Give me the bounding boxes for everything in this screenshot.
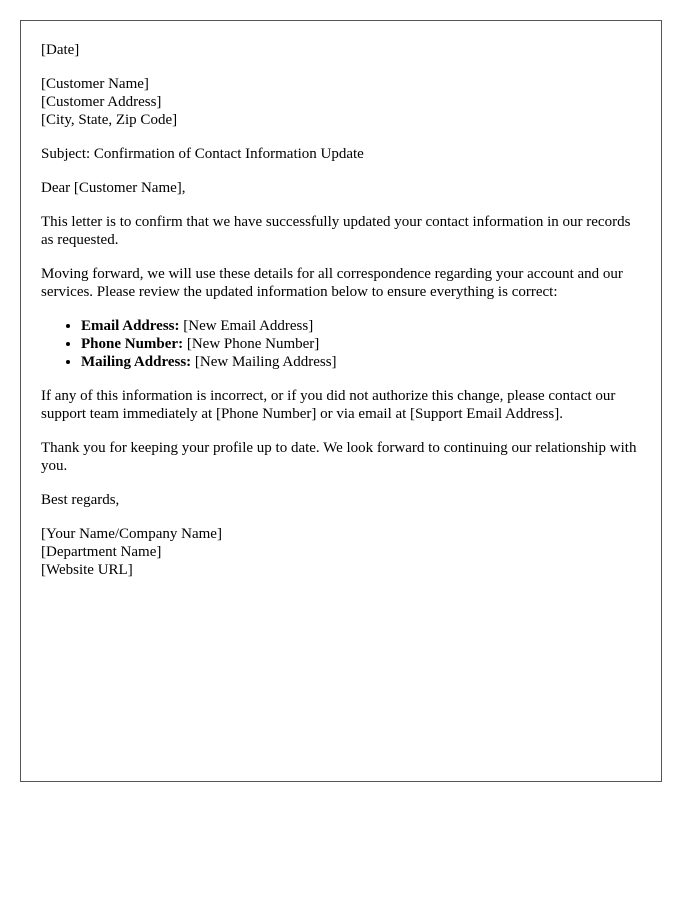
- signature-block: [41, 525, 641, 579]
- letter-paragraph-1: This letter is to confirm that we have successfully updated your contact information in our records as requested.: [41, 214, 631, 248]
- recipient-address: [Customer Address]: [41, 94, 162, 110]
- signature-name: [Your Name/Company Name]: [41, 526, 222, 542]
- recipient-name: [Customer Name]: [41, 76, 149, 92]
- letter-paragraph-3: If any of this information is incorrect, or if you did not authorize this change, please contact our support team immediately at [Phone Number] or via email at [Support Email Address].: [41, 388, 616, 422]
- detail-phone: [81, 335, 641, 353]
- signature-website: [Website URL]: [41, 562, 133, 578]
- detail-mailing: [81, 353, 641, 371]
- detail-mailing-label: Mailing Address:: [81, 354, 192, 370]
- detail-phone-label: Phone Number:: [81, 336, 184, 352]
- letter-salutation: Dear [Customer Name],: [41, 180, 186, 196]
- letter-closing: Best regards,: [41, 492, 120, 508]
- updated-details-list: [41, 317, 641, 371]
- detail-phone-value: [New Phone Number]: [183, 336, 320, 352]
- signature-department: [Department Name]: [41, 544, 162, 560]
- letter-paragraph-4: Thank you for keeping your profile up to date. We look forward to continuing our relationship with you.: [41, 440, 637, 474]
- letter-paragraph-2: Moving forward, we will use these details for all correspondence regarding your account and our services. Please review the updated information below to ensure everything is correct:: [41, 266, 623, 300]
- detail-email: [81, 317, 641, 335]
- letter-document: [20, 20, 662, 782]
- detail-email-label: Email Address:: [81, 318, 180, 334]
- letter-subject: Subject: Confirmation of Contact Information Update: [41, 146, 364, 162]
- recipient-block: [41, 75, 641, 129]
- recipient-city-state-zip: [City, State, Zip Code]: [41, 112, 178, 128]
- letter-date: [Date]: [41, 42, 80, 58]
- detail-mailing-value: [New Mailing Address]: [191, 354, 337, 370]
- detail-email-value: [New Email Address]: [179, 318, 314, 334]
